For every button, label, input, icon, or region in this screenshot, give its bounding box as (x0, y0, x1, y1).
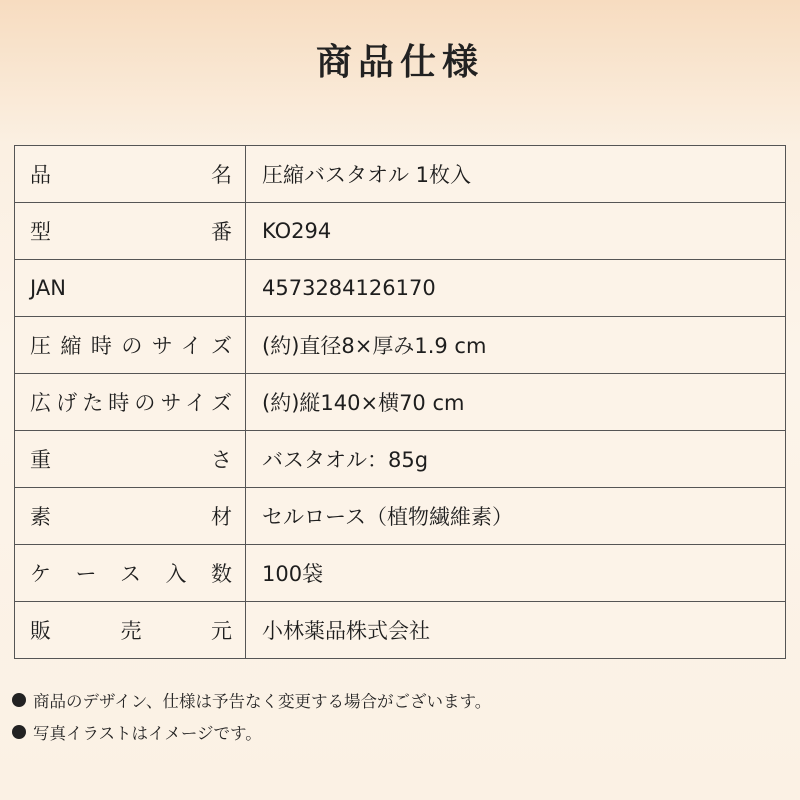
spec-value: 小林薬品株式会社 (246, 602, 786, 659)
note-item (12, 684, 792, 716)
spec-value: KO294 (246, 203, 786, 260)
spec-label: 広げた時のサイズ (15, 374, 246, 431)
spec-value: 4573284126170 (246, 260, 786, 317)
spec-label: 重さ (15, 431, 246, 488)
spec-label: 素材 (15, 488, 246, 545)
spec-value: (約)縦140×横70 cm (246, 374, 786, 431)
bullet-icon (12, 725, 26, 739)
spec-value: 100袋 (246, 545, 786, 602)
bullet-icon (12, 693, 26, 707)
note-text: 写真イラストはイメージです。 (33, 724, 262, 743)
spec-row-weight (15, 431, 786, 488)
spec-row-model-number (15, 203, 786, 260)
note-item (12, 716, 792, 748)
spec-label: 型番 (15, 203, 246, 260)
spec-row-expanded-size (15, 374, 786, 431)
spec-row-material (15, 488, 786, 545)
spec-label: 品名 (15, 146, 246, 203)
spec-value: バスタオル：85g (246, 431, 786, 488)
spec-row-case-quantity (15, 545, 786, 602)
spec-row-jan (15, 260, 786, 317)
spec-row-compressed-size (15, 317, 786, 374)
spec-label: 圧縮時のサイズ (15, 317, 246, 374)
spec-value: (約)直径8×厚み1.9 cm (246, 317, 786, 374)
spec-row-product-name (15, 146, 786, 203)
spec-value: セルロース（植物繊維素） (246, 488, 786, 545)
spec-table (14, 145, 786, 659)
notes (12, 684, 792, 748)
note-text: 商品のデザイン、仕様は予告なく変更する場合がございます。 (33, 692, 492, 711)
spec-label: JAN (15, 260, 246, 317)
spec-label: ケース入数 (15, 545, 246, 602)
spec-row-seller (15, 602, 786, 659)
page-title: 商品仕様 (315, 42, 484, 83)
spec-label: 販売元 (15, 602, 246, 659)
spec-value: 圧縮バスタオル 1枚入 (246, 146, 786, 203)
